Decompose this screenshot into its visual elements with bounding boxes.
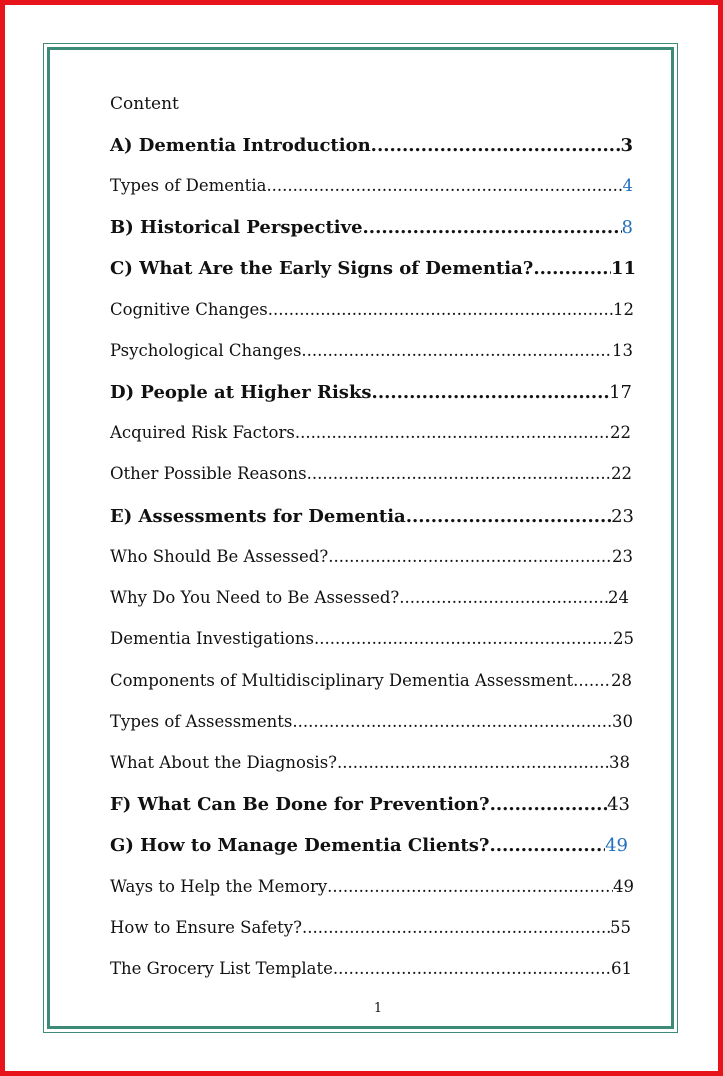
toc-entry-title: Ways to Help the Memory: [110, 877, 328, 896]
toc-entry-page-number: 28: [611, 671, 632, 690]
toc-entry[interactable]: [110, 300, 634, 326]
page-number: 1: [373, 1001, 383, 1016]
toc-entry-title: Acquired Risk Factors: [110, 423, 295, 442]
toc-entry-title: A) Dementia Introduction: [110, 135, 371, 156]
toc-entry[interactable]: [110, 341, 633, 367]
toc-entry-page-number: 11: [610, 258, 636, 279]
toc-entry-page-number: 22: [611, 464, 632, 483]
toc-entry[interactable]: [110, 835, 628, 861]
toc-entry-page-number: 3: [620, 135, 633, 156]
toc-entry[interactable]: [110, 423, 631, 449]
toc-entry[interactable]: [110, 629, 634, 655]
toc-entry[interactable]: [110, 959, 632, 985]
toc-entry-page-number: 23: [612, 547, 633, 566]
toc-entry-title: Types of Assessments: [110, 712, 293, 731]
toc-entry[interactable]: [110, 547, 633, 573]
toc-entry-title: Psychological Changes: [110, 341, 302, 360]
toc-entry[interactable]: [110, 794, 630, 820]
toc-entry-page-number: 30: [612, 712, 633, 731]
toc-entry-page-number: 43: [607, 794, 630, 815]
dot-leader: [363, 217, 622, 238]
dot-leader: [307, 464, 611, 483]
toc-entry-title: Dementia Investigations: [110, 629, 314, 648]
toc-entry-title: G) How to Manage Dementia Clients?: [110, 835, 490, 856]
toc-entry[interactable]: [110, 464, 632, 490]
dot-leader: [573, 671, 611, 690]
toc-entry-title: Other Possible Reasons: [110, 464, 307, 483]
toc-entry-page-number[interactable]: 49: [605, 835, 628, 856]
toc-entry[interactable]: [110, 712, 633, 738]
toc-entry[interactable]: [110, 588, 629, 614]
dot-leader: [490, 794, 608, 815]
toc-entry-title: Why Do You Need to Be Assessed?: [110, 588, 400, 607]
toc-entry[interactable]: [110, 135, 633, 161]
toc-entry[interactable]: [110, 506, 634, 532]
toc-entry-title: Components of Multidisciplinary Dementia Assessment: [110, 671, 574, 690]
toc-entry[interactable]: [110, 753, 630, 779]
toc-entry-page-number: 55: [610, 918, 631, 937]
dot-leader: [328, 547, 612, 566]
toc-entry-page-number[interactable]: 4: [622, 176, 633, 195]
toc-entry-page-number: 22: [610, 423, 631, 442]
dot-leader: [301, 341, 612, 360]
dot-leader: [533, 258, 611, 279]
toc-entry[interactable]: [110, 382, 632, 408]
dot-leader: [327, 877, 613, 896]
dot-leader: [489, 835, 605, 856]
toc-heading: Content: [110, 94, 179, 114]
dot-leader: [268, 300, 613, 319]
dot-leader: [399, 588, 608, 607]
toc-entry-title: B) Historical Perspective: [110, 217, 363, 238]
toc-entry-page-number: 17: [609, 382, 632, 403]
toc-entry-title: What About the Diagnosis?: [110, 753, 338, 772]
dot-leader: [295, 423, 610, 442]
toc-entry[interactable]: [110, 217, 633, 243]
toc-entry[interactable]: [110, 918, 631, 944]
dot-leader: [371, 135, 621, 156]
dot-leader: [266, 176, 622, 195]
dot-leader: [333, 959, 611, 978]
toc-entry-page-number: 12: [613, 300, 634, 319]
toc-entry-title: Types of Dementia: [110, 176, 267, 195]
toc-entry-page-number: 23: [611, 506, 634, 527]
toc-entry[interactable]: [110, 671, 632, 697]
toc-entry-page-number[interactable]: 8: [621, 217, 633, 238]
dot-leader: [292, 712, 612, 731]
dot-leader: [372, 382, 610, 403]
dot-leader: [406, 506, 611, 527]
toc-entry-title: Who Should Be Assessed?: [110, 547, 329, 566]
toc-entry-title: C) What Are the Early Signs of Dementia?: [110, 258, 534, 279]
toc-entry[interactable]: [110, 176, 633, 202]
toc-entry[interactable]: [110, 258, 636, 284]
toc-entry-title: D) People at Higher Risks: [110, 382, 372, 403]
toc-entry-title: F) What Can Be Done for Prevention?: [110, 794, 490, 815]
dot-leader: [314, 629, 613, 648]
toc-entry-page-number: 13: [612, 341, 633, 360]
toc-entry[interactable]: [110, 877, 634, 903]
toc-entry-title: The Grocery List Template: [110, 959, 333, 978]
toc-entry-title: How to Ensure Safety?: [110, 918, 302, 937]
toc-entry-title: Cognitive Changes: [110, 300, 268, 319]
toc-entry-page-number: 49: [613, 877, 634, 896]
toc-entry-page-number: 38: [609, 753, 630, 772]
dot-leader: [337, 753, 609, 772]
toc-entry-page-number: 61: [611, 959, 632, 978]
dot-leader: [302, 918, 610, 937]
toc-entry-page-number: 24: [608, 588, 629, 607]
toc-entry-page-number: 25: [613, 629, 634, 648]
toc-entry-title: E) Assessments for Dementia: [110, 506, 406, 527]
